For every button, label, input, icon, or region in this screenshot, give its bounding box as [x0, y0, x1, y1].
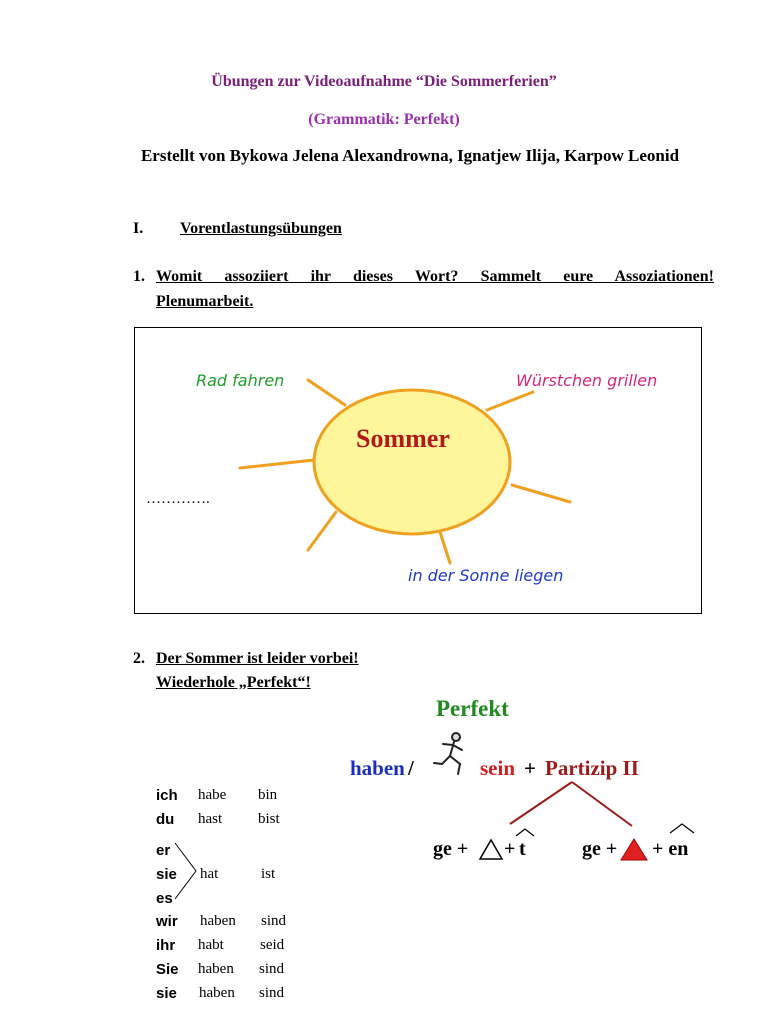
branch-right [572, 782, 632, 826]
pronoun-bracket [175, 843, 196, 899]
conj-sein: bist [258, 811, 280, 827]
conj-sein: sind [261, 913, 287, 929]
conj-pronoun: sie [156, 985, 177, 1002]
conj-haben: haben [198, 961, 234, 977]
task2-instruction: Der Sommer ist leider vorbei! [156, 650, 359, 667]
conj-sein: sind [259, 985, 285, 1001]
conj-sein: bin [258, 787, 278, 803]
task1-number: 1. [133, 268, 145, 285]
conj-pronoun: wir [156, 913, 178, 930]
conj-pronoun: Sie [156, 961, 179, 978]
formula-right-ge: ge + [582, 838, 618, 860]
scheme-partizip: Partizip II [545, 756, 639, 780]
conj-haben: habe [198, 787, 227, 803]
scheme-plus: + [524, 756, 536, 780]
conj-pronoun: du [156, 811, 175, 828]
conj-sein: sind [259, 961, 285, 977]
conj-pronoun: er [156, 842, 171, 859]
formula-left-plus: + [504, 838, 516, 860]
section-title: Vorentlastungsübungen [180, 220, 342, 237]
scheme-haben: haben [350, 756, 405, 780]
conj-sein: seid [260, 937, 285, 953]
authors-line: Erstellt von Bykowa Jelena Alexandrowna, Ignatjew Ilija, Karpow Leonid [140, 146, 680, 165]
conj-pronoun: ich [156, 787, 178, 804]
conj-haben: haben [199, 985, 235, 1001]
scheme-title: Perfekt [436, 696, 509, 721]
conj-sein: ist [261, 866, 276, 882]
conj-haben: habt [198, 937, 224, 953]
formula-left-ge: ge + [433, 838, 469, 860]
task2-number: 2. [133, 650, 145, 667]
conj-haben: hat [200, 866, 219, 882]
formula-left-t: t [519, 838, 526, 860]
conj-pronoun: es [156, 890, 173, 907]
task1-instruction: Womit assoziiert ihr dieses Wort? Sammelt eure Assoziationen! [156, 268, 714, 285]
triangle-outline-icon [480, 840, 502, 859]
triangle-filled-icon [621, 839, 647, 860]
assoc-in-der-sonne-liegen: in der Sonne liegen [408, 566, 564, 585]
accent-en-icon [670, 824, 694, 833]
conj-pronoun: ihr [156, 937, 176, 954]
task1-instruction-cont: Plenumarbeit. [156, 293, 254, 310]
task2-instruction-cont: Wiederhole „Perfekt“! [156, 674, 311, 691]
conj-pronoun: sie [156, 866, 177, 883]
accent-t-icon [516, 829, 534, 836]
conj-haben: haben [200, 913, 236, 929]
assoc-wuerstchen-grillen: Würstchen grillen [516, 371, 658, 390]
section-number: I. [133, 220, 144, 237]
document-subtitle: (Grammatik: Perfekt) [308, 111, 460, 128]
assoc-placeholder-dots: …………. [146, 491, 210, 507]
diagram-center-word: Sommer [356, 424, 450, 453]
scheme-sein: sein [480, 756, 516, 780]
scheme-slash: / [408, 756, 414, 780]
document-title: Übungen zur Videoaufnahme “Die Sommerferien” [211, 73, 557, 90]
assoc-rad-fahren: Rad fahren [196, 371, 285, 390]
branch-left [510, 782, 572, 824]
conj-haben: hast [198, 811, 223, 827]
formula-right-en: + en [652, 838, 689, 860]
